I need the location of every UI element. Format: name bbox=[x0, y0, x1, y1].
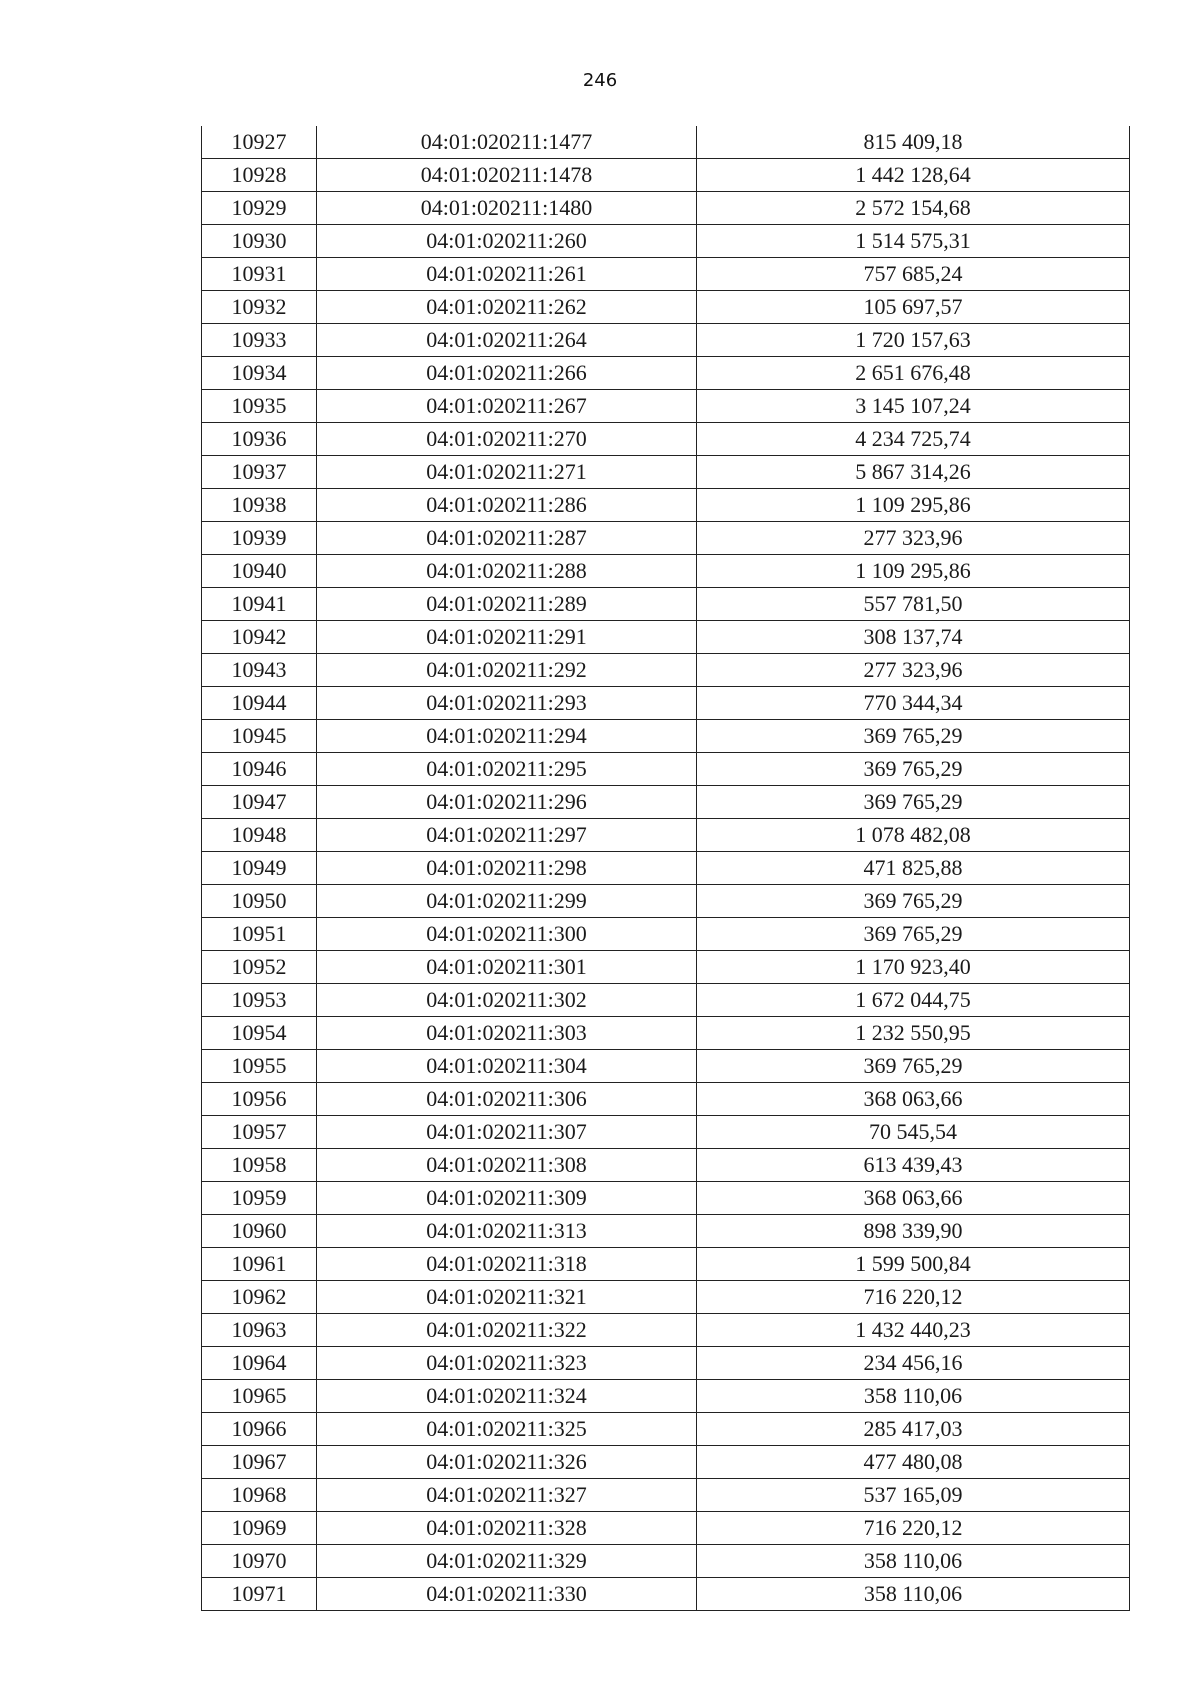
cadastral-value-cell: 369 765,29 bbox=[697, 753, 1130, 786]
table-row bbox=[202, 819, 1130, 852]
cadastral-value-cell: 1 109 295,86 bbox=[697, 489, 1130, 522]
cadastral-value-cell: 557 781,50 bbox=[697, 588, 1130, 621]
table-row bbox=[202, 456, 1130, 489]
table-row bbox=[202, 1182, 1130, 1215]
cadastral-number-cell: 04:01:020211:329 bbox=[317, 1545, 697, 1578]
row-number-cell: 10966 bbox=[202, 1413, 317, 1446]
row-number-cell: 10927 bbox=[202, 126, 317, 159]
table-row bbox=[202, 489, 1130, 522]
cadastral-number-cell: 04:01:020211:292 bbox=[317, 654, 697, 687]
table-row bbox=[202, 1050, 1130, 1083]
cadastral-number-cell: 04:01:020211:321 bbox=[317, 1281, 697, 1314]
cadastral-value-cell: 898 339,90 bbox=[697, 1215, 1130, 1248]
row-number-cell: 10947 bbox=[202, 786, 317, 819]
table-row bbox=[202, 1545, 1130, 1578]
row-number-cell: 10963 bbox=[202, 1314, 317, 1347]
table-row bbox=[202, 984, 1130, 1017]
table-row bbox=[202, 1248, 1130, 1281]
cadastral-value-cell: 3 145 107,24 bbox=[697, 390, 1130, 423]
cadastral-value-cell: 369 765,29 bbox=[697, 918, 1130, 951]
cadastral-number-cell: 04:01:020211:306 bbox=[317, 1083, 697, 1116]
cadastral-number-cell: 04:01:020211:299 bbox=[317, 885, 697, 918]
cadastral-value-cell: 277 323,96 bbox=[697, 654, 1130, 687]
cadastral-value-cell: 2 651 676,48 bbox=[697, 357, 1130, 390]
table-row bbox=[202, 1281, 1130, 1314]
row-number-cell: 10955 bbox=[202, 1050, 317, 1083]
table-row bbox=[202, 918, 1130, 951]
cadastral-value-cell: 358 110,06 bbox=[697, 1380, 1130, 1413]
cadastral-value-cell: 757 685,24 bbox=[697, 258, 1130, 291]
row-number-cell: 10953 bbox=[202, 984, 317, 1017]
cadastral-number-cell: 04:01:020211:300 bbox=[317, 918, 697, 951]
cadastral-value-cell: 368 063,66 bbox=[697, 1182, 1130, 1215]
row-number-cell: 10970 bbox=[202, 1545, 317, 1578]
table-row bbox=[202, 1578, 1130, 1611]
cadastral-number-cell: 04:01:020211:270 bbox=[317, 423, 697, 456]
table-row bbox=[202, 720, 1130, 753]
row-number-cell: 10954 bbox=[202, 1017, 317, 1050]
row-number-cell: 10936 bbox=[202, 423, 317, 456]
row-number-cell: 10946 bbox=[202, 753, 317, 786]
cadastral-number-cell: 04:01:020211:267 bbox=[317, 390, 697, 423]
table-row bbox=[202, 1512, 1130, 1545]
cadastral-value-cell: 1 109 295,86 bbox=[697, 555, 1130, 588]
table-row bbox=[202, 258, 1130, 291]
table-row bbox=[202, 555, 1130, 588]
cadastral-number-cell: 04:01:020211:307 bbox=[317, 1116, 697, 1149]
row-number-cell: 10931 bbox=[202, 258, 317, 291]
cadastral-value-cell: 815 409,18 bbox=[697, 126, 1130, 159]
cadastral-number-cell: 04:01:020211:1480 bbox=[317, 192, 697, 225]
cadastral-value-cell: 358 110,06 bbox=[697, 1545, 1130, 1578]
table-row bbox=[202, 357, 1130, 390]
row-number-cell: 10948 bbox=[202, 819, 317, 852]
cadastral-value-cell: 277 323,96 bbox=[697, 522, 1130, 555]
cadastral-number-cell: 04:01:020211:294 bbox=[317, 720, 697, 753]
row-number-cell: 10971 bbox=[202, 1578, 317, 1611]
row-number-cell: 10962 bbox=[202, 1281, 317, 1314]
row-number-cell: 10952 bbox=[202, 951, 317, 984]
cadastral-number-cell: 04:01:020211:266 bbox=[317, 357, 697, 390]
cadastral-value-cell: 770 344,34 bbox=[697, 687, 1130, 720]
cadastral-number-cell: 04:01:020211:326 bbox=[317, 1446, 697, 1479]
table-row bbox=[202, 126, 1130, 159]
cadastral-number-cell: 04:01:020211:302 bbox=[317, 984, 697, 1017]
cadastral-value-cell: 308 137,74 bbox=[697, 621, 1130, 654]
row-number-cell: 10932 bbox=[202, 291, 317, 324]
row-number-cell: 10934 bbox=[202, 357, 317, 390]
cadastral-number-cell: 04:01:020211:298 bbox=[317, 852, 697, 885]
cadastral-number-cell: 04:01:020211:303 bbox=[317, 1017, 697, 1050]
table-row bbox=[202, 390, 1130, 423]
cadastral-value-cell: 369 765,29 bbox=[697, 885, 1130, 918]
cadastral-number-cell: 04:01:020211:313 bbox=[317, 1215, 697, 1248]
row-number-cell: 10940 bbox=[202, 555, 317, 588]
cadastral-number-cell: 04:01:020211:295 bbox=[317, 753, 697, 786]
row-number-cell: 10938 bbox=[202, 489, 317, 522]
table-row bbox=[202, 324, 1130, 357]
cadastral-number-cell: 04:01:020211:264 bbox=[317, 324, 697, 357]
table-row bbox=[202, 1116, 1130, 1149]
table-row bbox=[202, 1215, 1130, 1248]
row-number-cell: 10965 bbox=[202, 1380, 317, 1413]
table-row bbox=[202, 291, 1130, 324]
cadastral-value-cell: 4 234 725,74 bbox=[697, 423, 1130, 456]
cadastral-value-cell: 105 697,57 bbox=[697, 291, 1130, 324]
cadastral-number-cell: 04:01:020211:322 bbox=[317, 1314, 697, 1347]
cadastral-value-cell: 537 165,09 bbox=[697, 1479, 1130, 1512]
cadastral-value-cell: 369 765,29 bbox=[697, 1050, 1130, 1083]
table-body bbox=[202, 126, 1130, 1611]
cadastral-number-cell: 04:01:020211:325 bbox=[317, 1413, 697, 1446]
table-row bbox=[202, 1149, 1130, 1182]
cadastral-number-cell: 04:01:020211:291 bbox=[317, 621, 697, 654]
table-row bbox=[202, 192, 1130, 225]
table-row bbox=[202, 588, 1130, 621]
row-number-cell: 10929 bbox=[202, 192, 317, 225]
cadastral-number-cell: 04:01:020211:328 bbox=[317, 1512, 697, 1545]
cadastral-number-cell: 04:01:020211:324 bbox=[317, 1380, 697, 1413]
cadastral-value-cell: 369 765,29 bbox=[697, 786, 1130, 819]
row-number-cell: 10928 bbox=[202, 159, 317, 192]
table-row bbox=[202, 852, 1130, 885]
row-number-cell: 10935 bbox=[202, 390, 317, 423]
row-number-cell: 10939 bbox=[202, 522, 317, 555]
row-number-cell: 10960 bbox=[202, 1215, 317, 1248]
cadastral-number-cell: 04:01:020211:323 bbox=[317, 1347, 697, 1380]
cadastral-value-cell: 369 765,29 bbox=[697, 720, 1130, 753]
cadastral-value-cell: 1 232 550,95 bbox=[697, 1017, 1130, 1050]
cadastral-value-cell: 285 417,03 bbox=[697, 1413, 1130, 1446]
cadastral-value-cell: 1 599 500,84 bbox=[697, 1248, 1130, 1281]
cadastral-number-cell: 04:01:020211:287 bbox=[317, 522, 697, 555]
cadastral-value-cell: 358 110,06 bbox=[697, 1578, 1130, 1611]
cadastral-value-cell: 471 825,88 bbox=[697, 852, 1130, 885]
cadastral-number-cell: 04:01:020211:1477 bbox=[317, 126, 697, 159]
cadastral-number-cell: 04:01:020211:297 bbox=[317, 819, 697, 852]
cadastral-value-table bbox=[201, 126, 1130, 1611]
cadastral-number-cell: 04:01:020211:308 bbox=[317, 1149, 697, 1182]
row-number-cell: 10964 bbox=[202, 1347, 317, 1380]
cadastral-value-cell: 613 439,43 bbox=[697, 1149, 1130, 1182]
table-row bbox=[202, 1083, 1130, 1116]
cadastral-value-cell: 1 442 128,64 bbox=[697, 159, 1130, 192]
cadastral-number-cell: 04:01:020211:304 bbox=[317, 1050, 697, 1083]
row-number-cell: 10968 bbox=[202, 1479, 317, 1512]
table-row bbox=[202, 1446, 1130, 1479]
row-number-cell: 10942 bbox=[202, 621, 317, 654]
cadastral-value-cell: 234 456,16 bbox=[697, 1347, 1130, 1380]
table-row bbox=[202, 753, 1130, 786]
table-row bbox=[202, 1380, 1130, 1413]
table-row bbox=[202, 1017, 1130, 1050]
table-row bbox=[202, 654, 1130, 687]
table-row bbox=[202, 225, 1130, 258]
cadastral-number-cell: 04:01:020211:262 bbox=[317, 291, 697, 324]
cadastral-value-cell: 477 480,08 bbox=[697, 1446, 1130, 1479]
table-row bbox=[202, 159, 1130, 192]
row-number-cell: 10950 bbox=[202, 885, 317, 918]
row-number-cell: 10958 bbox=[202, 1149, 317, 1182]
table-row bbox=[202, 1413, 1130, 1446]
cadastral-number-cell: 04:01:020211:286 bbox=[317, 489, 697, 522]
cadastral-number-cell: 04:01:020211:318 bbox=[317, 1248, 697, 1281]
cadastral-number-cell: 04:01:020211:330 bbox=[317, 1578, 697, 1611]
cadastral-number-cell: 04:01:020211:261 bbox=[317, 258, 697, 291]
cadastral-value-cell: 1 432 440,23 bbox=[697, 1314, 1130, 1347]
row-number-cell: 10937 bbox=[202, 456, 317, 489]
row-number-cell: 10949 bbox=[202, 852, 317, 885]
row-number-cell: 10945 bbox=[202, 720, 317, 753]
cadastral-value-cell: 5 867 314,26 bbox=[697, 456, 1130, 489]
row-number-cell: 10956 bbox=[202, 1083, 317, 1116]
row-number-cell: 10943 bbox=[202, 654, 317, 687]
cadastral-value-cell: 1 672 044,75 bbox=[697, 984, 1130, 1017]
cadastral-value-cell: 1 514 575,31 bbox=[697, 225, 1130, 258]
row-number-cell: 10969 bbox=[202, 1512, 317, 1545]
cadastral-value-cell: 1 170 923,40 bbox=[697, 951, 1130, 984]
cadastral-value-cell: 368 063,66 bbox=[697, 1083, 1130, 1116]
cadastral-number-cell: 04:01:020211:288 bbox=[317, 555, 697, 588]
row-number-cell: 10951 bbox=[202, 918, 317, 951]
cadastral-number-cell: 04:01:020211:1478 bbox=[317, 159, 697, 192]
cadastral-number-cell: 04:01:020211:289 bbox=[317, 588, 697, 621]
table-row bbox=[202, 522, 1130, 555]
table-row bbox=[202, 687, 1130, 720]
table-row bbox=[202, 1479, 1130, 1512]
table-row bbox=[202, 786, 1130, 819]
cadastral-value-cell: 2 572 154,68 bbox=[697, 192, 1130, 225]
table-row bbox=[202, 423, 1130, 456]
row-number-cell: 10957 bbox=[202, 1116, 317, 1149]
cadastral-number-cell: 04:01:020211:293 bbox=[317, 687, 697, 720]
cadastral-value-cell: 716 220,12 bbox=[697, 1512, 1130, 1545]
row-number-cell: 10944 bbox=[202, 687, 317, 720]
row-number-cell: 10967 bbox=[202, 1446, 317, 1479]
page-number: 246 bbox=[582, 70, 618, 91]
row-number-cell: 10930 bbox=[202, 225, 317, 258]
table-row bbox=[202, 621, 1130, 654]
cadastral-number-cell: 04:01:020211:309 bbox=[317, 1182, 697, 1215]
cadastral-number-cell: 04:01:020211:301 bbox=[317, 951, 697, 984]
cadastral-number-cell: 04:01:020211:260 bbox=[317, 225, 697, 258]
row-number-cell: 10941 bbox=[202, 588, 317, 621]
table-row bbox=[202, 885, 1130, 918]
row-number-cell: 10961 bbox=[202, 1248, 317, 1281]
table-row bbox=[202, 951, 1130, 984]
cadastral-number-cell: 04:01:020211:271 bbox=[317, 456, 697, 489]
cadastral-value-cell: 1 078 482,08 bbox=[697, 819, 1130, 852]
table-row bbox=[202, 1347, 1130, 1380]
row-number-cell: 10933 bbox=[202, 324, 317, 357]
row-number-cell: 10959 bbox=[202, 1182, 317, 1215]
cadastral-value-cell: 716 220,12 bbox=[697, 1281, 1130, 1314]
table-row bbox=[202, 1314, 1130, 1347]
cadastral-value-cell: 70 545,54 bbox=[697, 1116, 1130, 1149]
cadastral-value-cell: 1 720 157,63 bbox=[697, 324, 1130, 357]
cadastral-number-cell: 04:01:020211:327 bbox=[317, 1479, 697, 1512]
cadastral-number-cell: 04:01:020211:296 bbox=[317, 786, 697, 819]
